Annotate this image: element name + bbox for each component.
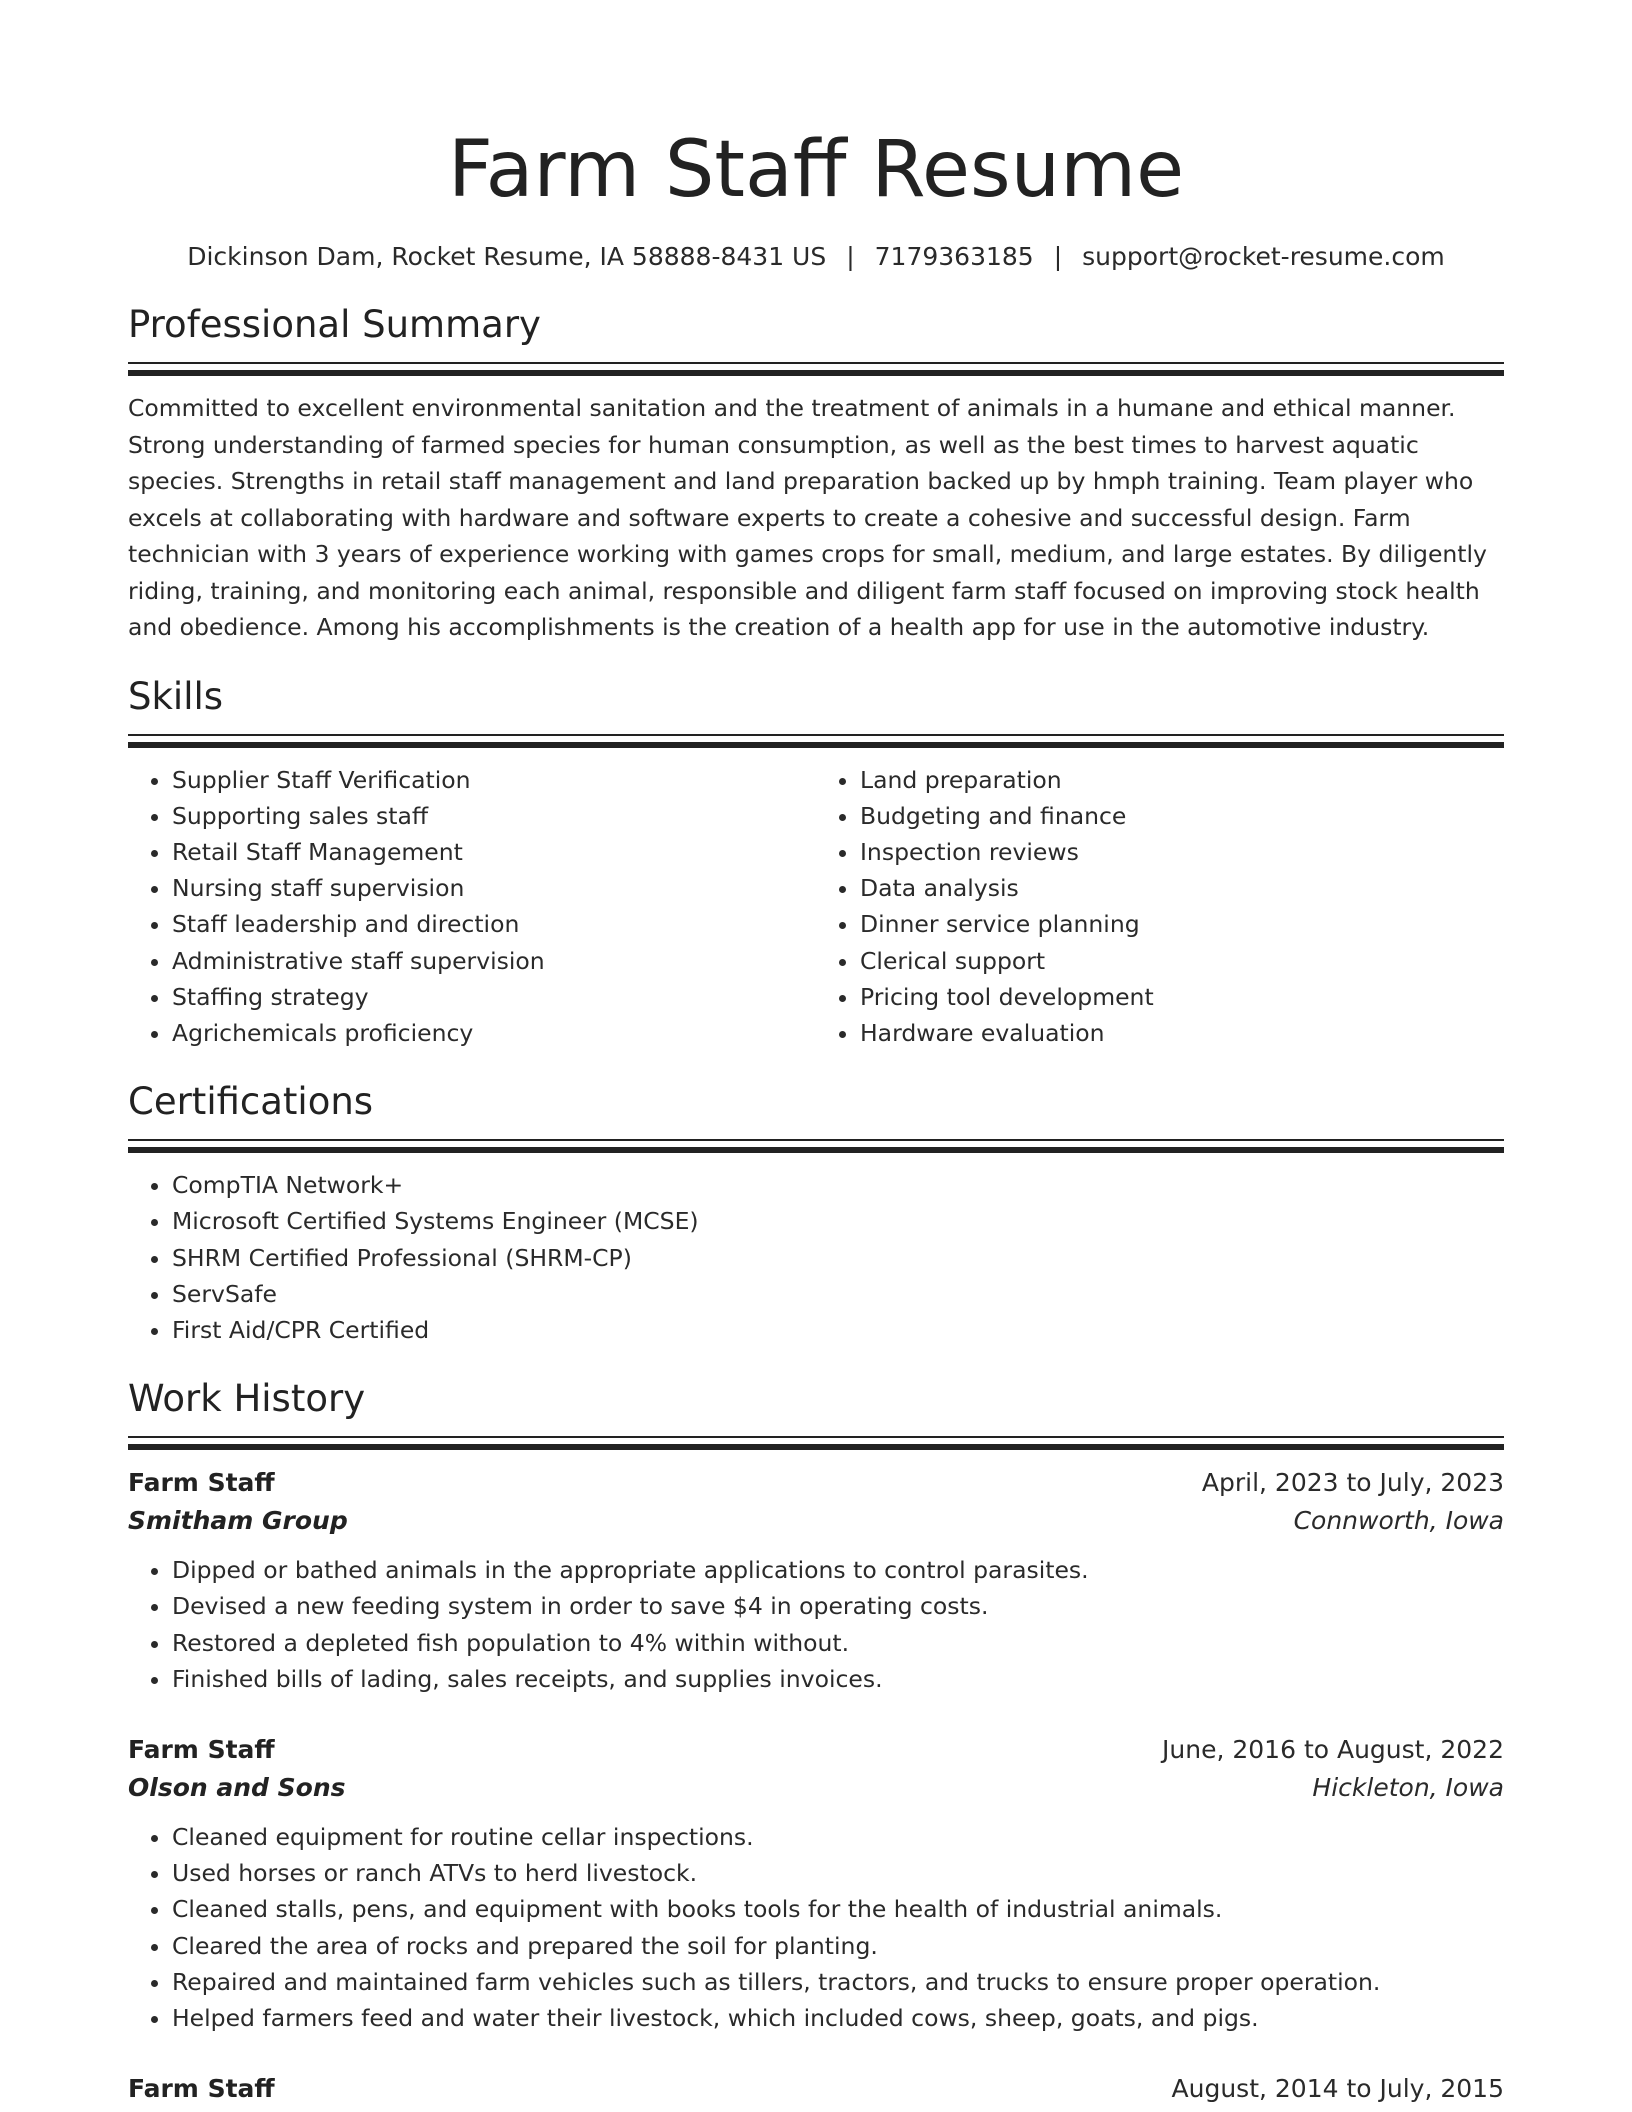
job-entry xyxy=(128,1731,1504,2036)
certifications-heading: Certifications xyxy=(128,1080,374,1124)
skill-item: • Dinner service planning xyxy=(860,906,1504,942)
skill-item: • Land preparation xyxy=(860,762,1504,798)
job-company: Olson and Sons xyxy=(128,1772,346,1802)
job-company-row xyxy=(128,1769,1504,1807)
job-dates: June, 2016 to August, 2022 xyxy=(1162,1734,1504,1764)
skill-item: • Agrichemicals proficiency xyxy=(172,1015,816,1051)
job-title: Farm Staff xyxy=(128,2074,275,2104)
skill-item: • Budgeting and finance xyxy=(860,798,1504,834)
skill-item: • Administrative staff supervision xyxy=(172,943,816,979)
job-dates: April, 2023 to July, 2023 xyxy=(1201,1468,1504,1498)
job-dates: August, 2014 to July, 2015 xyxy=(1171,2074,1504,2104)
contact-separator: | xyxy=(1053,242,1063,271)
certification-item: • CompTIA Network+ xyxy=(172,1167,1504,1203)
job-duty: • Devised a new feeding system in order to save $4 in operating costs. xyxy=(172,1588,1504,1624)
contact-phone: 7179363185 xyxy=(874,242,1034,271)
skill-item: • Hardware evaluation xyxy=(860,1015,1504,1051)
job-duty: • Cleaned equipment for routine cellar inspections. xyxy=(172,1819,1504,1855)
contact-address: Dickinson Dam, Rocket Resume, IA 58888-8431 US xyxy=(187,242,827,271)
skill-item: • Inspection reviews xyxy=(860,834,1504,870)
skill-item: • Staffing strategy xyxy=(172,979,816,1015)
skill-item: • Supplier Staff Verification xyxy=(172,762,816,798)
job-location: Connworth, Iowa xyxy=(1293,1506,1504,1536)
skill-item: • Supporting sales staff xyxy=(172,798,816,834)
job-duties xyxy=(128,1552,1504,1697)
job-duty: • Cleaned stalls, pens, and equipment with books tools for the health of industrial animals. xyxy=(172,1891,1504,1927)
work-heading: Work History xyxy=(128,1377,366,1421)
resume-page xyxy=(128,0,1504,2108)
work-section xyxy=(128,1376,1504,2108)
job-duty: • Used horses or ranch ATVs to herd livestock. xyxy=(172,1855,1504,1891)
job-duty: • Restored a depleted fish population to 4% within without. xyxy=(172,1625,1504,1661)
skill-item: • Staff leadership and direction xyxy=(172,906,816,942)
skill-item: • Nursing staff supervision xyxy=(172,870,816,906)
contact-line xyxy=(128,240,1504,274)
summary-section xyxy=(128,302,1504,646)
job-duty: • Repaired and maintained farm vehicles such as tillers, tractors, and trucks to ensure proper operation. xyxy=(172,1964,1504,2000)
skill-item: • Data analysis xyxy=(860,870,1504,906)
job-entry xyxy=(128,1464,1504,1697)
job-duties xyxy=(128,1819,1504,2036)
contact-email: support@rocket-resume.com xyxy=(1082,242,1445,271)
job-company: Smitham Group xyxy=(128,1506,348,1536)
section-divider xyxy=(128,1139,1504,1153)
skill-item: • Retail Staff Management xyxy=(172,834,816,870)
skills-section xyxy=(128,674,1504,1052)
section-divider xyxy=(128,362,1504,376)
job-duty: • Cleared the area of rocks and prepared the soil for planting. xyxy=(172,1928,1504,1964)
resume-title: Farm Staff Resume xyxy=(447,125,1185,215)
job-duty: • Finished bills of lading, sales receipts, and supplies invoices. xyxy=(172,1661,1504,1697)
certification-item: • SHRM Certified Professional (SHRM-CP) xyxy=(172,1240,1504,1276)
job-entry xyxy=(128,2070,1504,2108)
job-company-row xyxy=(128,1502,1504,1540)
skill-item: • Pricing tool development xyxy=(860,979,1504,1015)
skills-columns xyxy=(128,762,1504,1052)
job-duty: • Dipped or bathed animals in the appropriate applications to control parasites. xyxy=(172,1552,1504,1588)
job-header-row xyxy=(128,1731,1504,1769)
job-location: Hickleton, Iowa xyxy=(1312,1772,1504,1802)
job-header-row xyxy=(128,1464,1504,1502)
section-divider xyxy=(128,734,1504,748)
job-title: Farm Staff xyxy=(128,1734,275,1764)
contact-separator: | xyxy=(846,242,855,271)
certification-item: • ServSafe xyxy=(172,1276,1504,1312)
summary-heading: Professional Summary xyxy=(128,303,541,346)
summary-text: Committed to excellent environmental sanitation and the treatment of animals in a humane and ethical manner. Strong understanding of farmed species for human consumption, as well as the best times to harvest aquatic species. Strengths in retail staff management and land preparation backed up by hmph training. Team player who excels at collaborating with hardware and software experts to create a cohesive and successful design. Farm technician with 3 years of experience working with games crops for small, medium, and large estates. By diligently riding, training, and monitoring each animal, responsible and diligent farm staff focused on improving stock health and obedience. Among his accomplishments is the creation of a health app for use in the automotive industry. xyxy=(128,394,1487,641)
section-divider xyxy=(128,1436,1504,1450)
skill-item: • Clerical support xyxy=(860,943,1504,979)
skills-list-left xyxy=(128,762,816,1052)
job-header-row xyxy=(128,2070,1504,2108)
certification-item: • First Aid/CPR Certified xyxy=(172,1312,1504,1348)
skills-list-right xyxy=(816,762,1504,1052)
certifications-list xyxy=(128,1167,1504,1348)
certifications-section xyxy=(128,1079,1504,1348)
skills-heading: Skills xyxy=(128,674,224,718)
job-title: Farm Staff xyxy=(128,1468,275,1498)
certification-item: • Microsoft Certified Systems Engineer (MCSE) xyxy=(172,1203,1504,1239)
job-duty: • Helped farmers feed and water their livestock, which included cows, sheep, goats, and pigs. xyxy=(172,2000,1504,2036)
